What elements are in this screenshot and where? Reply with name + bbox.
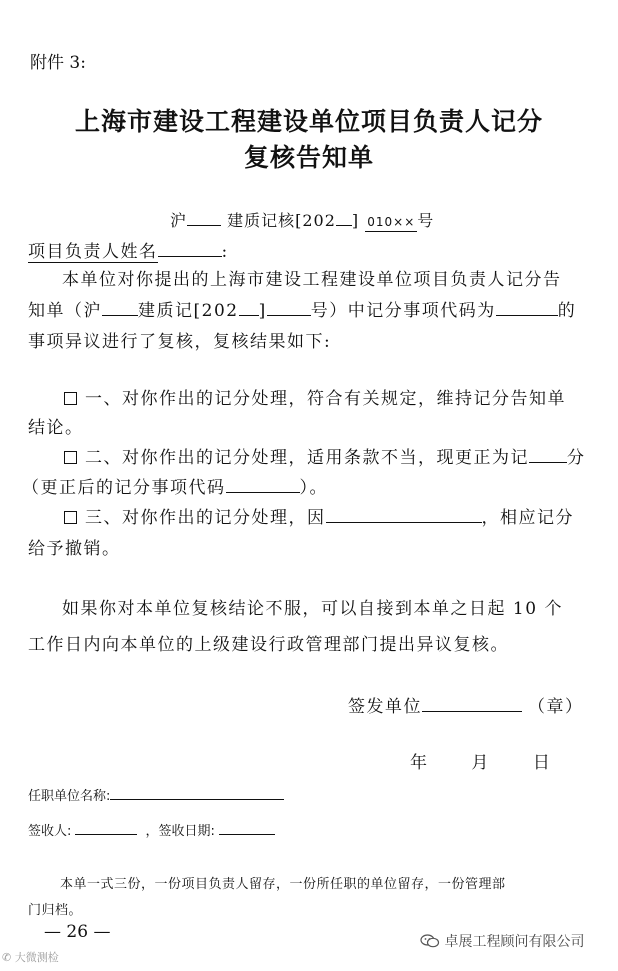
option2-text-b: 分 [567,448,586,468]
option2-line1 [64,443,586,468]
seal-label: （章） [528,697,584,717]
docno-suffix: 号 [417,211,435,230]
docno-close: ] [351,211,360,230]
checkbox-option1[interactable] [64,392,77,405]
date-day: 日 [532,753,552,773]
option1-text: 一、对你作出的记分处理，符合有关规定，维持记分告知单 [85,389,566,409]
watermark-text: 大微测检 [14,951,59,964]
para1-line2 [28,296,576,321]
para1-b: 建质记[202 [138,301,239,321]
wechat-icon [420,934,440,948]
document-title-line2: 复核告知单 [243,143,374,172]
signer-label: 签收人: [28,824,72,839]
option1-line1 [64,384,566,409]
date-month: 月 [471,753,490,773]
docno-mid: 建质记核[202 [227,211,336,230]
recipient-label: 项目负责人姓名 [28,242,158,262]
appeal-line1: 如果你对本单位复核结论不服，可以自接到本单之日起 10 个 [62,599,563,619]
option2-text-a: 二、对你作出的记分处理，适用条款不当，现更正为记 [85,448,529,468]
docno-number: 010×× [365,215,417,232]
recipient-colon: : [221,242,229,262]
para1-c: ] [258,301,267,321]
recipient-line [28,237,229,262]
option1-line2: 结论。 [28,418,84,438]
option3-text-b: ，相应记分 [481,508,574,528]
issue-date [410,748,551,773]
para1-d: 号）中记分事项代码为 [310,301,496,321]
date-year: 年 [410,753,429,773]
option3-line2: 给予撤销。 [28,539,121,559]
signer-line [28,820,275,839]
employer-label: 任职单位名称: [28,789,111,804]
option2-line2-a: （更正后的记分事项代码 [22,478,226,498]
option2-line2 [22,473,328,498]
bottom-watermark [2,949,59,965]
docno-prefix: 沪 [170,211,188,230]
checkbox-option2[interactable] [64,451,77,464]
note-line2: 门归档。 [28,903,83,918]
para1-e: 的 [557,301,577,321]
document-title-line1: 上海市建设工程建设单位项目负责人记分 [74,107,543,136]
para1-line1: 本单位对你提出的上海市建设工程建设单位项目负责人记分告 [62,270,562,290]
attachment-label: 附件 3: [30,53,86,73]
issuer-line [348,692,584,717]
checkbox-option3[interactable] [64,511,77,524]
watermark-icon: ✆ [2,951,12,964]
issuer-label: 签发单位 [348,697,422,717]
wechat-account-name: 卓展工程顾问有限公司 [444,934,585,950]
option3-line1 [64,503,574,528]
wechat-account [420,931,584,951]
document-number [170,208,434,232]
page-number: — 26 — [44,922,111,942]
sign-date-label: ，签收日期: [145,824,215,839]
employer-line [28,785,284,804]
option3-text-a: 三、对你作出的记分处理，因 [85,508,326,528]
appeal-line2: 工作日内向本单位的上级建设行政管理部门提出异议复核。 [28,635,509,655]
para1-line3: 事项异议进行了复核，复核结果如下: [28,332,332,352]
para1-a: 知单（沪 [28,301,102,321]
note-line1: 本单一式三份，一份项目负责人留存，一份所任职的单位留存，一份管理部 [60,877,506,892]
option2-line2-b: ）。 [299,478,328,498]
